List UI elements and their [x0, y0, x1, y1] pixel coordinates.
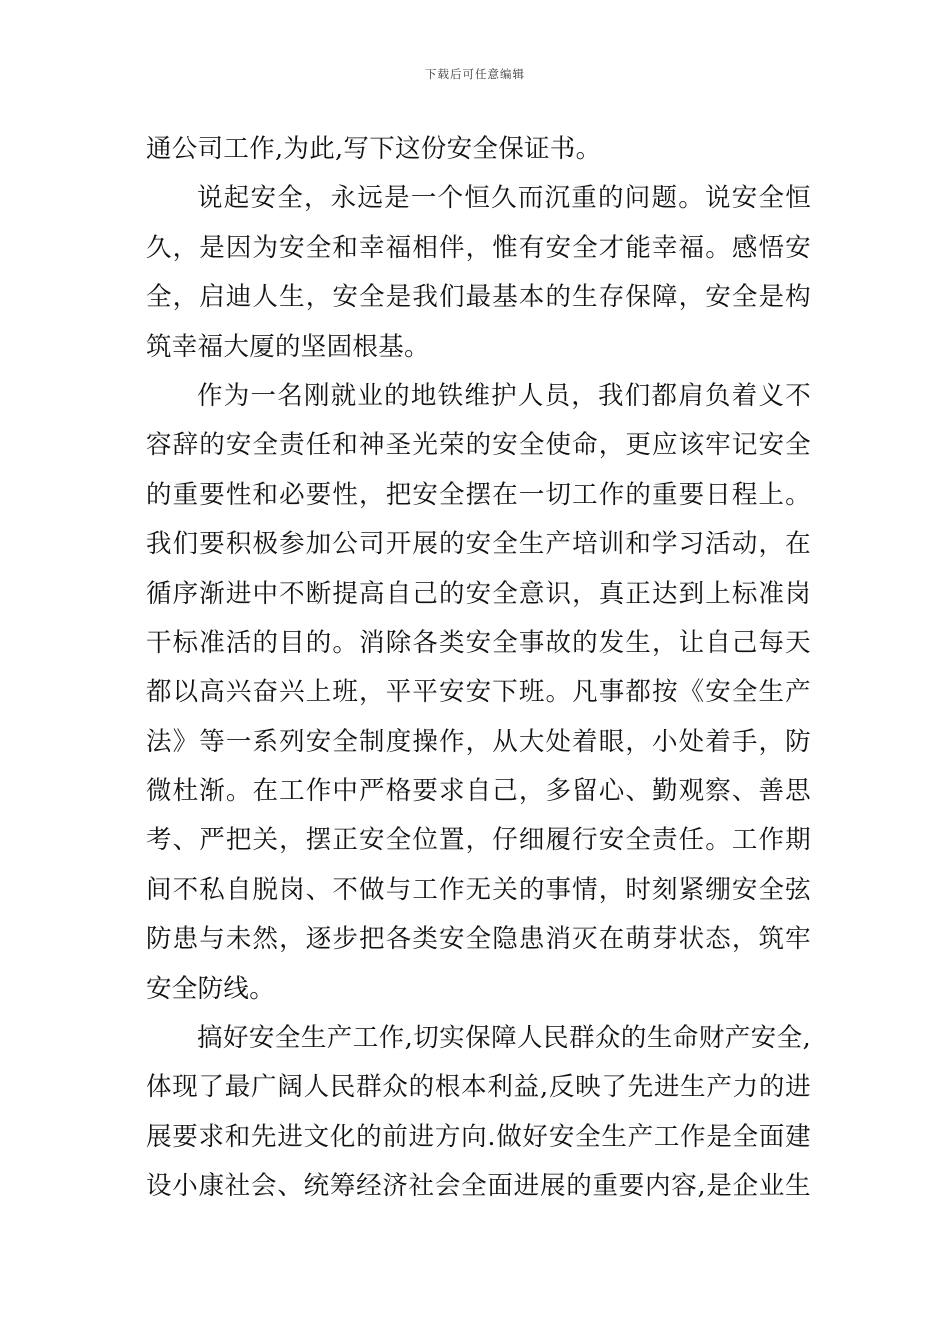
text-line: 循序渐进中不断提高自己的安全意识，真正达到上标准岗	[146, 578, 811, 609]
text-line: 全，启迪人生，安全是我们最基本的生存保障，安全是构	[146, 282, 811, 313]
page-header: 下载后可任意编辑	[425, 67, 525, 81]
text-line: 安全防线。	[146, 973, 276, 1004]
text-line: 微杜渐。在工作中严格要求自己，多留心、勤观察、善思	[146, 776, 811, 807]
text-line: 容辞的安全责任和神圣光荣的安全使命，更应该牢记安全	[146, 430, 811, 461]
text-line: 说起安全，永远是一个恒久而沉重的问题。说安全恒	[197, 183, 811, 214]
text-line: 久，是因为安全和幸福相伴，惟有安全才能幸福。感悟安	[146, 232, 811, 263]
text-line: 干标准活的目的。消除各类安全事故的发生，让自己每天	[146, 627, 811, 658]
text-line: 设小康社会、统筹经济社会全面进展的重要内容,是企业生	[146, 1171, 811, 1202]
document-body	[146, 125, 811, 1212]
text-line: 体现了最广阔人民群众的根本利益,反映了先进生产力的进	[146, 1072, 811, 1103]
text-line: 法》等一系列安全制度操作，从大处着眼，小处着手，防	[146, 726, 811, 757]
text-line: 间不私自脱岗、不做与工作无关的事情，时刻紧绷安全弦	[146, 874, 811, 905]
text-line: 的重要性和必要性，把安全摆在一切工作的重要日程上。	[146, 479, 811, 510]
text-line: 防患与未然，逐步把各类安全隐患消灭在萌芽状态，筑牢	[146, 924, 811, 955]
text-line: 作为一名刚就业的地铁维护人员，我们都肩负着义不	[197, 380, 811, 411]
text-line: 筑幸福大厦的坚固根基。	[146, 331, 430, 362]
text-line: 考、严把关，摆正安全位置，仔细履行安全责任。工作期	[146, 825, 811, 856]
text-line: 展要求和先进文化的前进方向.做好安全生产工作是全面建	[146, 1121, 811, 1152]
text-line: 都以高兴奋兴上班，平平安安下班。凡事都按《安全生产	[146, 677, 811, 708]
text-line: 通公司工作,为此,写下这份安全保证书。	[146, 134, 602, 164]
text-line: 搞好安全生产工作,切实保障人民群众的生命财产安全,	[197, 1023, 811, 1054]
text-line: 我们要积极参加公司开展的安全生产培训和学习活动，在	[146, 529, 811, 560]
